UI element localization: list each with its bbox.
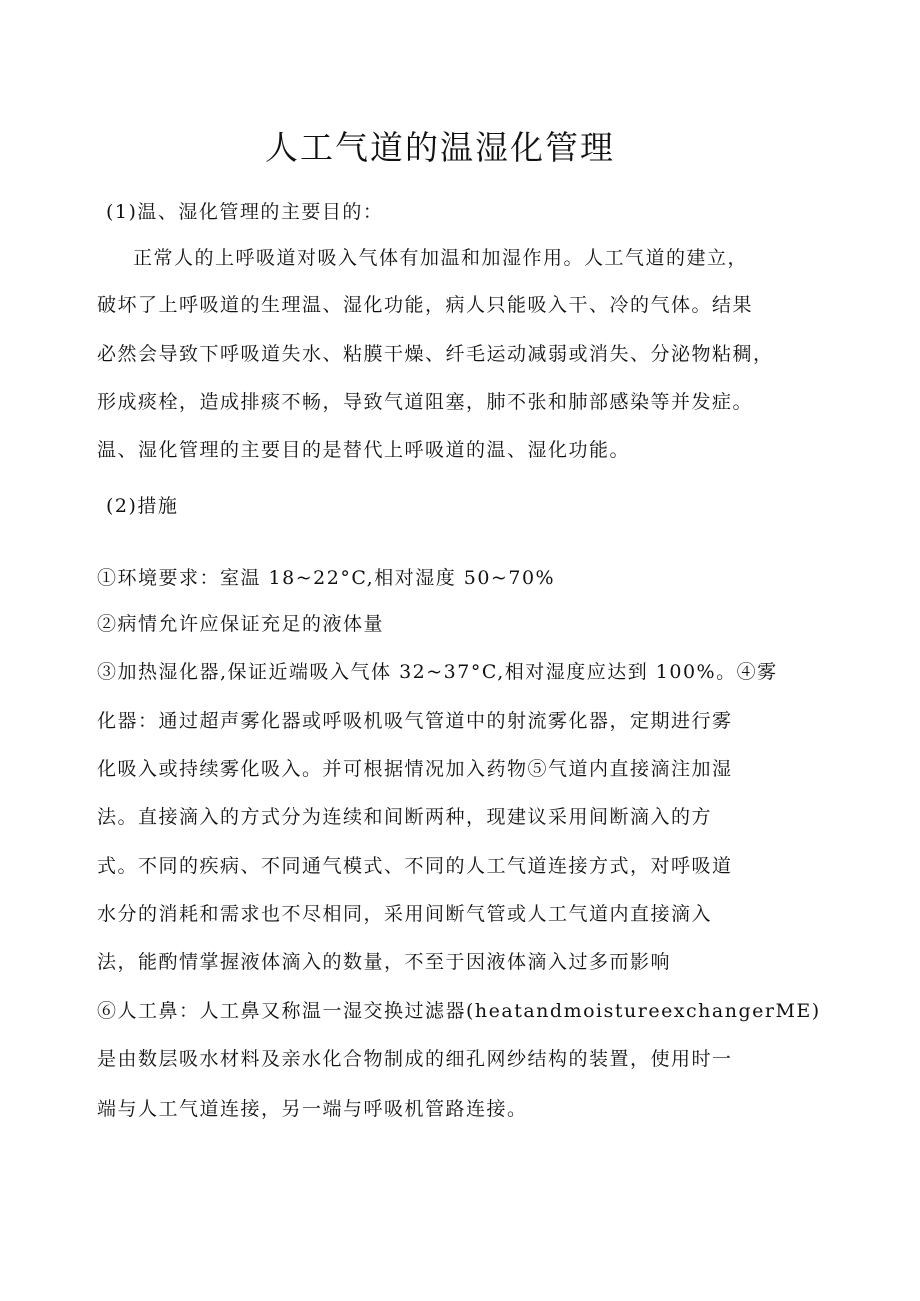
measure-line: 法。直接滴入的方式分为连续和间断两种，现建议采用间断滴入的方 bbox=[97, 806, 713, 828]
measure-line: ②病情允许应保证充足的液体量 bbox=[97, 613, 385, 635]
section1-line: 温、湿化管理的主要目的是替代上呼吸道的温、湿化功能。 bbox=[97, 439, 631, 461]
measure-line: ⑥人工鼻：人工鼻又称温一湿交换过滤器(heatandmoistureexchangerME) bbox=[97, 1000, 821, 1022]
section1-line: 形成痰栓，造成排痰不畅，导致气道阻塞，肺不张和肺部感染等并发症。 bbox=[97, 391, 754, 413]
measure-line: 法，能酌情掌握液体滴入的数量，不至于因液体滴入过多而影响 bbox=[97, 951, 672, 973]
measure-line: 端与人工气道连接，另一端与呼吸机管路连接。 bbox=[97, 1098, 528, 1120]
section2-heading: (2)措施 bbox=[106, 495, 179, 517]
measure-line: ③加热湿化器,保证近端吸入气体 32~37°C,相对湿度应达到 100%。④雾 bbox=[97, 661, 778, 683]
section1-heading: (1)温、湿化管理的主要目的： bbox=[106, 201, 384, 223]
measure-line: 是由数层吸水材料及亲水化合物制成的细孔网纱结构的装置，使用时一 bbox=[97, 1048, 733, 1070]
measure-line: 化器：通过超声雾化器或呼吸机吸气管道中的射流雾化器，定期进行雾 bbox=[97, 710, 733, 732]
measure-line: 式。不同的疾病、不同通气模式、不同的人工气道连接方式，对呼吸道 bbox=[97, 855, 733, 877]
measure-line: 化吸入或持续雾化吸入。并可根据情况加入药物⑤气道内直接滴注加湿 bbox=[97, 758, 733, 780]
measure-line: ①环境要求：室温 18~22°C,相对湿度 50~70% bbox=[97, 567, 556, 589]
page-title: 人工气道的温湿化管理 bbox=[265, 128, 615, 167]
section1-line: 破坏了上呼吸道的生理温、湿化功能，病人只能吸入干、冷的气体。结果 bbox=[97, 294, 754, 316]
section1-line: 正常人的上呼吸道对吸入气体有加温和加湿作用。人工气道的建立， bbox=[133, 247, 749, 269]
measure-line: 水分的消耗和需求也不尽相同，采用间断气管或人工气道内直接滴入 bbox=[97, 903, 713, 925]
section1-line: 必然会导致下呼吸道失水、粘膜干燥、纤毛运动减弱或消失、分泌物粘稠， bbox=[97, 343, 774, 365]
